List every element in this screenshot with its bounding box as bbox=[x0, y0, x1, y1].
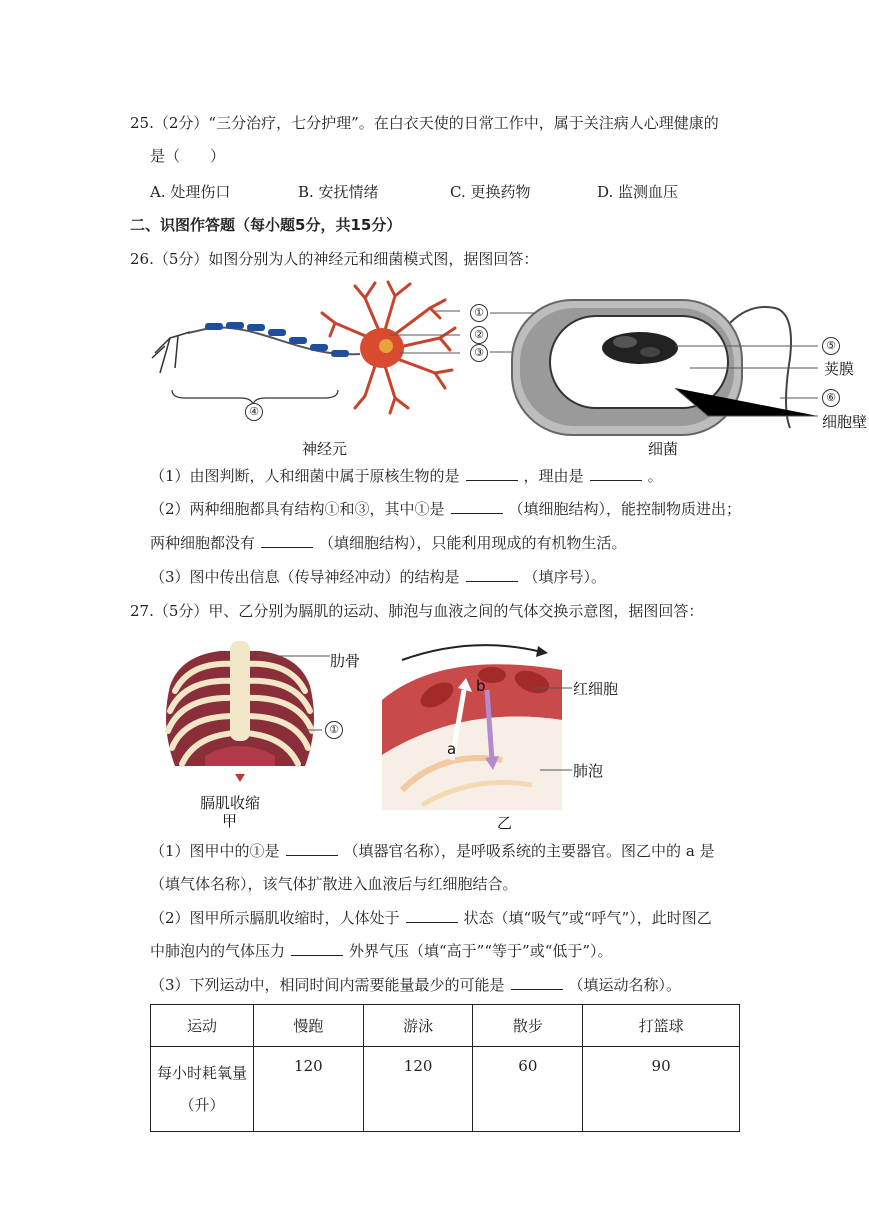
q27-p3-text-b: （填运动名称）。 bbox=[568, 976, 682, 994]
q27-blank-1[interactable] bbox=[286, 841, 338, 856]
nucleoid bbox=[602, 332, 678, 364]
table-header-cell: 打篮球 bbox=[583, 1005, 740, 1047]
q27-blank-3[interactable] bbox=[291, 941, 343, 956]
neuron-nucleus bbox=[379, 339, 393, 353]
q26-p1-text-c: 。 bbox=[647, 467, 663, 485]
q26-part1 bbox=[150, 466, 663, 486]
q26-p2-text-a: （2）两种细胞都具有结构①和③，其中①是 bbox=[150, 500, 445, 518]
q27-p1-text-b: （填器官名称），是呼吸系统的主要器官。图乙中的 a 是 bbox=[343, 842, 715, 860]
alveolus-label: 肺泡 bbox=[573, 762, 604, 780]
q25-option-a: A. 处理伤口 bbox=[150, 183, 231, 201]
table-header-row bbox=[151, 1005, 740, 1047]
lung-marker-1: ① bbox=[325, 721, 343, 739]
neuron-caption: 神经元 bbox=[302, 440, 348, 458]
arrow-a-label: a bbox=[447, 740, 457, 758]
table-cell: 60 bbox=[473, 1047, 583, 1132]
alveolus-figure bbox=[382, 640, 582, 810]
marker-5: ⑤ bbox=[822, 337, 840, 355]
marker-2: ② bbox=[470, 326, 488, 344]
marker-6: ⑥ bbox=[822, 389, 840, 407]
rib-label: 肋骨 bbox=[330, 652, 361, 670]
q27-blank-2[interactable] bbox=[406, 908, 458, 923]
arrow-b-label: b bbox=[476, 677, 486, 695]
q25-option-c: C. 更换药物 bbox=[450, 183, 531, 201]
q26-blank-5[interactable] bbox=[466, 567, 518, 582]
neuron-figure bbox=[150, 278, 490, 428]
bacteria-caption: 细菌 bbox=[648, 440, 679, 458]
table-header-cell: 慢跑 bbox=[254, 1005, 364, 1047]
row-label-line1: 每小时耗氧量 bbox=[156, 1064, 247, 1082]
q26-p2-text-b: （填细胞结构），能控制物质进出； bbox=[508, 500, 742, 518]
table-header-cell: 游泳 bbox=[363, 1005, 473, 1047]
q27-part1-line2: （填气体名称），该气体扩散进入血液后与红细胞结合。 bbox=[150, 875, 518, 893]
q25-line2: 是（ ） bbox=[150, 147, 226, 165]
q26-p1-text-b: ，理由是 bbox=[523, 467, 584, 485]
diaphragm-caption: 膈肌收缩 bbox=[200, 794, 261, 812]
q26-blank-4[interactable] bbox=[261, 533, 313, 548]
q26-stem: 26.（5分）如图分别为人的神经元和细菌模式图，据图回答： bbox=[130, 250, 539, 268]
ribcage-figure bbox=[150, 636, 330, 786]
table-header-cell: 运动 bbox=[151, 1005, 254, 1047]
marker-3: ③ bbox=[470, 344, 488, 362]
section-title: 二、识图作答题（每小题5分，共15分） bbox=[130, 216, 402, 234]
q25-line1: 25.（2分）“三分治疗，七分护理”。在白衣天使的日常工作中，属于关注病人心理健康的 bbox=[130, 114, 719, 132]
table-header-cell: 散步 bbox=[473, 1005, 583, 1047]
table-row bbox=[151, 1047, 740, 1132]
marker-1: ① bbox=[470, 304, 488, 322]
q26-p3-text-b: （填序号）。 bbox=[523, 568, 607, 586]
q27-part2-line2 bbox=[150, 941, 613, 961]
q26-part2-line2 bbox=[150, 533, 627, 553]
q27-p2-text-a: （2）图甲所示膈肌收缩时，人体处于 bbox=[150, 909, 400, 927]
capsule-label: 荚膜 bbox=[824, 360, 855, 378]
q26-p2-text-c: 两种细胞都没有 bbox=[150, 534, 256, 552]
marker-4: ④ bbox=[245, 403, 263, 421]
q27-p1-text-a: （1）图甲中的①是 bbox=[150, 842, 280, 860]
q27-part2-line1 bbox=[150, 908, 712, 928]
cell-wall-label: 细胞壁 bbox=[822, 413, 868, 431]
q27-part1-line1 bbox=[150, 841, 715, 861]
q26-blank-3[interactable] bbox=[451, 499, 503, 514]
q27-p2-text-d: 外界气压（填“高于”“等于”或“低于”）。 bbox=[349, 942, 613, 960]
q26-p2-text-d: （填细胞结构），只能利用现成的有机物生活。 bbox=[319, 534, 627, 552]
table-cell: 120 bbox=[254, 1047, 364, 1132]
q27-p3-text-a: （3）下列运动中，相同时间内需要能量最少的可能是 bbox=[150, 976, 505, 994]
bacteria-figure bbox=[490, 288, 830, 438]
q26-part2-line1 bbox=[150, 499, 741, 519]
q27-p2-text-b: 状态（填“吸气”或“呼气”），此时图乙 bbox=[463, 909, 712, 927]
table-cell: 90 bbox=[583, 1047, 740, 1132]
q25-option-b: B. 安抚情绪 bbox=[298, 183, 379, 201]
q26-p3-text-a: （3）图中传出信息（传导神经冲动）的结构是 bbox=[150, 568, 460, 586]
row-label-line2: （升） bbox=[179, 1096, 225, 1114]
q27-p2-text-c: 中肺泡内的气体压力 bbox=[150, 942, 286, 960]
q27-blank-4[interactable] bbox=[511, 975, 563, 990]
q25-option-d: D. 监测血压 bbox=[597, 183, 679, 201]
rbc-label: 红细胞 bbox=[573, 680, 619, 698]
q27-stem: 27.（5分）甲、乙分别为膈肌的运动、肺泡与血液之间的气体交换示意图，据图回答： bbox=[130, 602, 704, 620]
table-cell: 120 bbox=[363, 1047, 473, 1132]
table-row-label bbox=[151, 1047, 254, 1132]
q26-part3 bbox=[150, 567, 606, 587]
figure-a-caption: 甲 bbox=[222, 812, 238, 830]
figure-b-caption: 乙 bbox=[497, 814, 513, 832]
q27-part3 bbox=[150, 975, 681, 995]
sternum bbox=[230, 641, 250, 741]
q26-blank-1[interactable] bbox=[466, 466, 518, 481]
oxygen-table bbox=[150, 1004, 740, 1132]
q26-p1-text-a: （1）由图判断，人和细菌中属于原核生物的是 bbox=[150, 467, 460, 485]
q26-blank-2[interactable] bbox=[590, 466, 642, 481]
